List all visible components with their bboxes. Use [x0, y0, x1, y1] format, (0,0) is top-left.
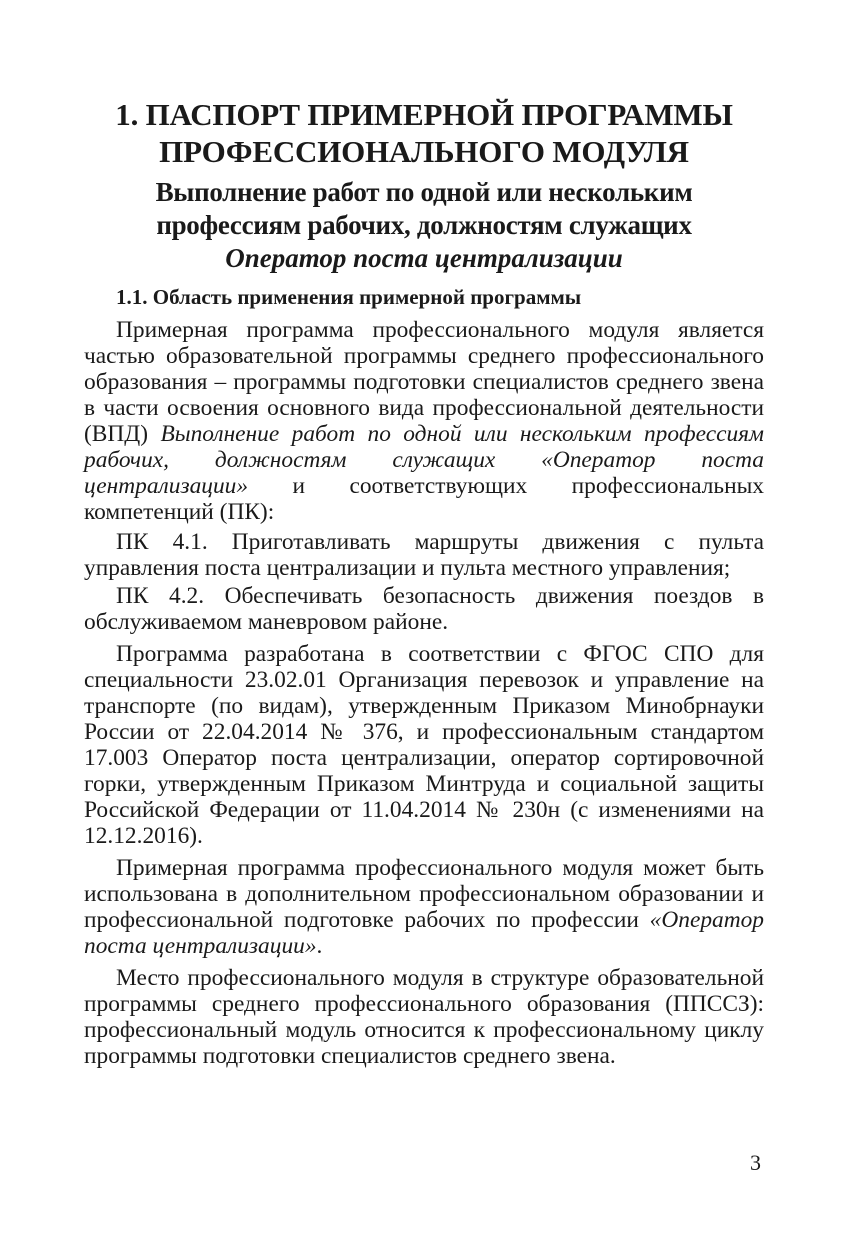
paragraph-usage [84, 855, 764, 959]
paragraph-module-place: Место профессионального модуля в структуре образовательной программы среднего профессионального образования (ППССЗ): профессиональный модуль относится к профессиональному циклу программы подготовки специалистов среднего звена. [84, 965, 764, 1069]
competence-pk-4-2: ПК 4.2. Обеспечивать безопасность движения поездов в обслуживаемом маневровом районе. [84, 583, 764, 635]
paragraph-scope [84, 317, 764, 525]
paragraph-scope-italic: Выполнение работ по одной или нескольким профессиям рабочих, должностям служащих «Оператор поста централизации» [84, 421, 764, 499]
page-number: 3 [750, 1150, 761, 1175]
document-title [84, 96, 764, 170]
competence-pk-4-1: ПК 4.1. Приготавливать маршруты движения с пульта управления поста централизации и пульта местного управления; [84, 529, 764, 581]
paragraph-usage-end: . [316, 933, 323, 959]
subtitle-line-2: профессиям рабочих, должностям служащих [156, 210, 692, 240]
title-line-2: ПРОФЕССИОНАЛЬНОГО МОДУЛЯ [159, 134, 689, 169]
paragraph-scope-end: и соответствующих профессиональных компетенций (ПК): [84, 473, 764, 525]
paragraph-standards: Программа разработана в соответствии с ФГОС СПО для специальности 23.02.01 Организация перевозок и управление на транспорте (по видам), утвержденным Приказом Минобрнауки России от 22.04.2014 № 376, и профессиональным стандартом 17.003 Оператор поста централизации, оператор сортировочной горки, утвержденным Приказом Минтруда и социальной защиты Российской Федерации от 11.04.2014 № 230н (с изменениями на 12.12.2016). [84, 641, 764, 849]
paragraph-usage-start: Примерная программа профессионального модуля может быть использована в дополнительном профессиональном образовании и профессиональной подготовке рабочих по профессии [84, 855, 764, 933]
module-subtitle [84, 176, 764, 242]
title-line-1: 1. ПАСПОРТ ПРИМЕРНОЙ ПРОГРАММЫ [115, 97, 733, 132]
paragraph-scope-start: Примерная программа профессионального модуля является частью образовательной программы среднего профессионального образования – программы подготовки специалистов среднего звена в части освоения основного вида профессиональной деятельности (ВПД) [84, 317, 764, 447]
document-page [84, 96, 764, 1073]
section-heading: 1.1. Область применения примерной программы [116, 285, 582, 309]
subtitle-line-1: Выполнение работ по одной или нескольким [155, 177, 693, 207]
paragraph-usage-italic: «Оператор поста централизации» [84, 907, 764, 959]
module-subtitle-italic: Оператор поста централизации [225, 243, 623, 273]
